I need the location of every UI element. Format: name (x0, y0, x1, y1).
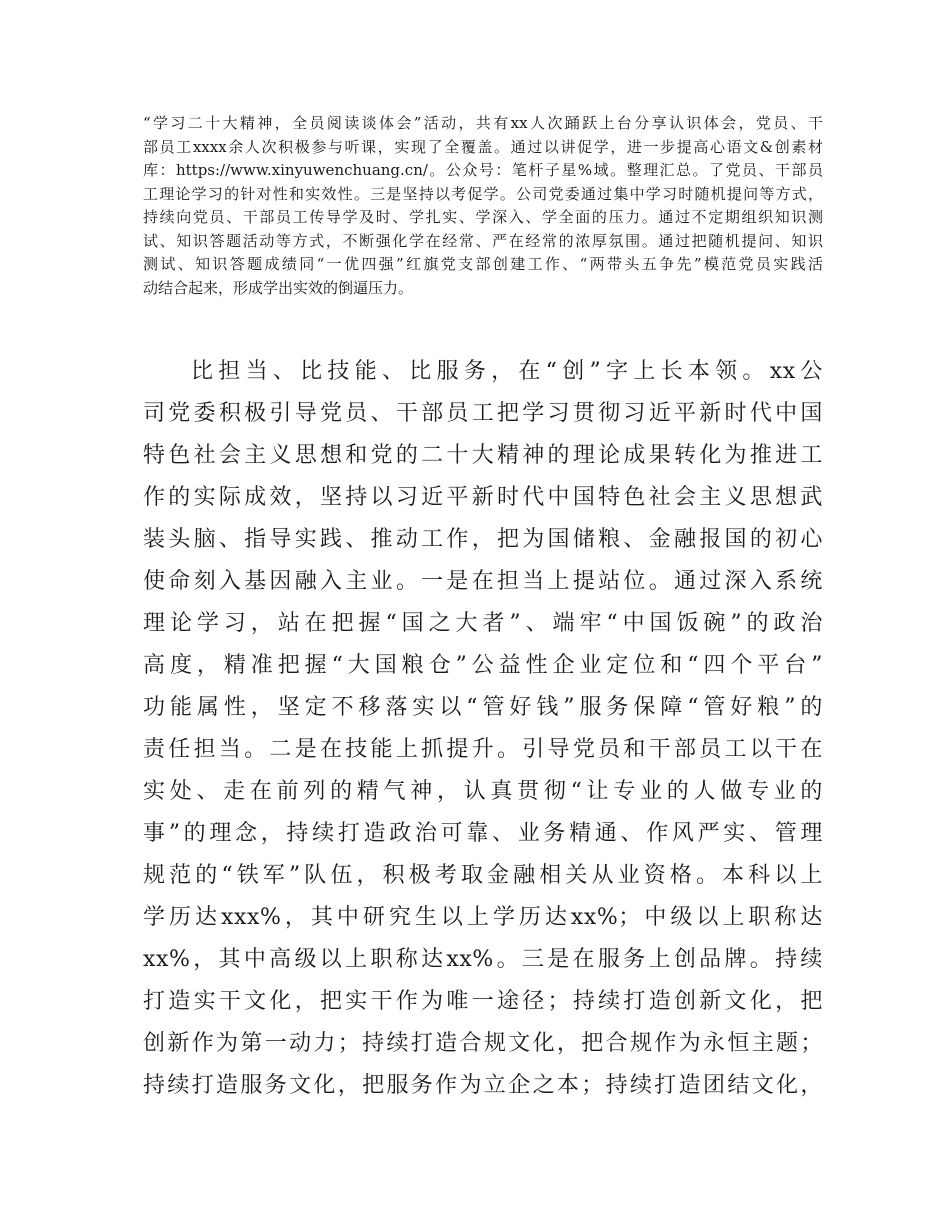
paragraph-line: 试、知识答题活动等方式，不断强化学在经常、严在经常的浓厚氛围。通过把随机提问、知识 (143, 231, 823, 250)
paragraph-line: 规范的“铁军”队伍，积极考取金融相关从业资格。本科以上 (143, 863, 823, 888)
paragraph-line: 理论学习，站在把握“国之大者”、端牢“中国饭碗”的政治 (143, 611, 823, 636)
paragraph-line: 库：https://www.xinyuwenchuang.cn/。公众号：笔杆子星%域。整理汇总。了党员、干部员 (143, 161, 823, 179)
paragraph-line: 学历达xxx%，其中研究生以上学历达xx%；中级以上职称达 (143, 905, 823, 930)
paragraph-line: 部员工xxxx余人次积极参与听课，实现了全覆盖。通过以讲促学，进一步提高心语文&创素材 (143, 137, 823, 156)
paragraph-line: 司党委积极引导党员、干部员工把学习贯彻习近平新时代中国 (143, 401, 823, 426)
paragraph-line: 持续打造服务文化，把服务作为立企之本；持续打造团结文化， (143, 1073, 823, 1098)
main-text-paragraph (143, 351, 823, 1107)
paragraph-line: 使命刻入基因融入主业。一是在担当上提站位。通过深入系统 (143, 569, 823, 594)
paragraph-line: 功能属性，坚定不移落实以“管好钱”服务保障“管好粮”的 (143, 695, 823, 720)
paragraph-line: 作的实际成效，坚持以习近平新时代中国特色社会主义思想武 (143, 485, 823, 510)
paragraph-line: 高度，精准把握“大国粮仓”公益性企业定位和“四个平台” (143, 653, 823, 678)
paragraph-line: 实处、走在前列的精气神，认真贯彻“让专业的人做专业的 (143, 779, 823, 804)
paragraph-line: 动结合起来，形成学出实效的倒逼压力。 (143, 278, 414, 297)
paragraph-line: 持续向党员、干部员工传导学及时、学扎实、学深入、学全面的压力。通过不定期组织知识测 (143, 208, 823, 226)
paragraph-line: 特色社会主义思想和党的二十大精神的理论成果转化为推进工 (143, 443, 823, 468)
paragraph-line: “学习二十大精神，全员阅读谈体会”活动，共有xx人次踊跃上台分享认识体会，党员、干 (143, 114, 823, 132)
small-text-paragraph (143, 112, 823, 300)
paragraph-line: 测试、知识答题成绩同“一优四强”红旗党支部创建工作、“两带头五争先”模范党员实践活 (143, 255, 823, 273)
paragraph-line: 事”的理念，持续打造政治可靠、业务精通、作风严实、管理 (143, 821, 823, 846)
paragraph-line: xx%，其中高级以上职称达xx%。三是在服务上创品牌。持续 (143, 947, 823, 972)
paragraph-line: 比担当、比技能、比服务，在“创”字上长本领。xx公 (191, 359, 823, 384)
paragraph-line: 装头脑、指导实践、推动工作，把为国储粮、金融报国的初心 (143, 527, 823, 552)
paragraph-line: 责任担当。二是在技能上抓提升。引导党员和干部员工以干在 (143, 737, 823, 762)
paragraph-line: 工理论学习的针对性和实效性。三是坚持以考促学。公司党委通过集中学习时随机提问等方式， (143, 184, 823, 203)
paragraph-line: 创新作为第一动力；持续打造合规文化，把合规作为永恒主题； (143, 1031, 823, 1056)
paragraph-line: 打造实干文化，把实干作为唯一途径；持续打造创新文化，把 (143, 989, 823, 1014)
